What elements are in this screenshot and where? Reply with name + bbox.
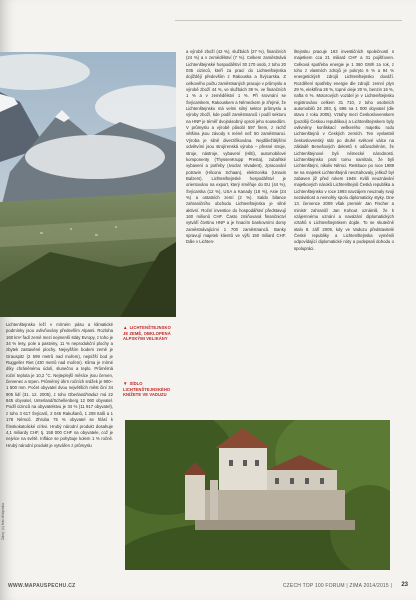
caption-castle	[123, 381, 175, 398]
triangle-arrow-icon: ▲	[123, 325, 128, 330]
caption-alps	[123, 325, 175, 342]
photo-credit: Zdroj: (c) foto Wikipedia	[1, 503, 5, 540]
article-column-2	[186, 49, 286, 419]
caption-castle-text: SÍDLO LICHTENŠTEJNSKÉHO KNÍŽETE VE VADUZU	[123, 381, 171, 398]
caption-alps-text: LICHTENŠTEJNSKO JE ZEMĚ, OBKLOPENÁ ALPSKÝMI VELIKÁNY	[123, 325, 171, 342]
page-number: 23	[401, 582, 408, 588]
page-footer	[0, 578, 416, 592]
alps-valley-photo	[0, 52, 176, 317]
article-column-1	[6, 322, 113, 584]
header-rule	[175, 20, 402, 21]
footer-magazine: CZECH TOP 100 FORUM | ZIMA 2014/2015 |	[282, 583, 392, 589]
triangle-arrow-icon: ▼	[123, 381, 128, 386]
column-3-text: štejnsku pracuje 163 investičních společností s majetkem cca 21 miliard CHF a 31 pojišťoven. Celková spotřeba energie je 1 360 GWh za rok, z toho z vlastních zdrojů je pokryto 6 % a 94 % energetických zdrojů Lichtenštejnsko dováží. Rozdělení spotřeby energie dle zdrojů: zemní plyn 29 %, elektřina 26 %, topné oleje 20 %, benzin 16 %, nafta 6 %. Motorových vozidel je v Lichtenštejnsku registrováno celkem 31 710, z toho osobních automobilů 24 293, tj. 696 na 1 000 obyvatel (dle stavu z roku 2005). Vztahy mezi Československem (později Českou republikou) a Lichtenštejnskem byly ovlivněny konfiskací veškerého majetku rodu Lichtenštejnů v Českých zemích. Ten vyvlastnil československý stát po druhé světové válce na základě Benešových dekretů s odůvodněním, že Lichtenštejnové byli německé národnosti. Lichtenštejnsko proti tomu namítalo, že byli Lichtenštejni, nikoliv Němci. Restituce po roce 1989 se na majetek Lichtenštejnů nevztahovaly, jelikož byl zabaven již před rokem 1948. Kvůli neuznávání majetkových nároků Lichtenštejnů Česká republika a Lichtenštejnsko v roce 1993 navzájem neuznaly svoji nezávislost a nemohly spolu diplomaticky styky. Dne 13. července 2009 však premiér Jan Fischer a ministr zahraničí Jan Kohout oznámili, že k vzájemnému uznání a navázání diplomatických vztahů s Lichtenštejnskem dojde. To se skutečně stalo 8. září 2009, kdy ve Vaduzu představitelé České republiky a Lichtenštejnska vyměnili odpovídající diplomatické nóty a podepsali dohodu o spolupráci.	[294, 49, 394, 251]
footer-url: WWW.MAPAUSPECHU.CZ	[8, 583, 76, 589]
article-column-3	[294, 49, 394, 419]
column-2-text: a výrobě zboží (42 %), službách (27 %), finančních (24 %) a v zemědělství (7 %). Celkem zaměstnává Lichtenštejnské hospodářství 30 170 osob, z toho 20 035 cizinců, kteří za prací do Lichtenštejnska dojíždějí především z Rakouska a Švýcarska. Z celkového počtu zaměstnaných pracuje v průmyslu a výrobě zboží 44 %, ve službách 39 %, ve finančních 1 % a v zemědělství 1 %. Při srovnání se Švýcarskem, Rakouskem a Německem je zřejmé, že Lichtenštejnsko má velmi silný sektor průmyslu a výroby zboží, kde podíl zaměstnanců i podíl sektoru na HNP je téměř dvojnásobný oproti jeho sousedům. V průmyslu a výrobě působí 597 firem, z nichž většina jsou závody s méně než 50 zaměstnanci. Výroba je silně diverzifikována. Nejdůležitějšími odvětvími jsou strojírenská výroba – přesné stroje, stroje, nástroje, vybavení (Hilti), automobilové komponenty (ThyssenKrupp Presta), zubařské vybavení a potřeby (Ivoclar Vivadent), zpracování potravin (Hilcona Schaan), elektronika (Unaxis Balzers). Lichtenštejnské hospodářství je orientováno na export, který směřuje do EU (44 %), Švýcarska (12 %), USA a Kanady (18 %), Asie (24 %) a ostatních zemí (2 %). Saldo bilance zahraničního obchodu Lichtenštejnska je silně aktivní. Roční investice do hospodářství představují 160 milionů CHF. Často zmiňovaná finančnictví vytváří čtvrtinu HNP a je hnacím bankovními domy zaměstnávajícími 1 700 zaměstnanců. Banky spravují majetek klientů ve výši 150 miliard CHF. Dále v Lichten-	[186, 49, 286, 245]
column-1-text: Lichtenštejnsko leží v mírném pásu a klimatické podmínky jsou ovlivňovány především Alpami. Rozloha 160 km² řadí země mezi nejmenší státy Evropy, z toho je 34 % lesy, pole a pastviny, 11 % neprodukční plochy a zbytek zastavěné plochy. Nejvyšším bodem země je Grauspitz (2 599 metrů nad mořem), nejnižší bod je Ruggeller Riet (430 metrů nad mořem). Klima je mírné díky chráněnému údolí, slunečno a teplo. Průměrná roční teplota je 10,2 °C. Nejteplejší měsíce jsou červen, červenec a srpen. Průměrný úhrn ročních srážek je 900–1 500 mm. Počet obyvatel dvou největších měst činí 34 905 lidí (31. 12. 2005), z toho Oberland/Vaduz má 22 845 obyvatel, Unterland/Schellenberg 12 060 obyvatel. Podíl cizinců na obyvatelstvu je 34 % (11 917 obyvatel), z toho 3 617 Švýcarů, 2 045 Rakušanů, 1 208 Italů a 1 178 Němců. Zhruba 75 % obyvatel se hlásí k římskokatolické církvi. Hrubý národní produkt dosahuje 4,1 miliardy CHF, tj. 158 000 CHF na obyvatele, což je nejvíce na světě. Infláce se pohybuje kolem 1 % ročně. Hrubý národní produkt je vytvářen z průmyslu	[6, 322, 113, 448]
vaduz-castle-photo	[125, 420, 390, 570]
